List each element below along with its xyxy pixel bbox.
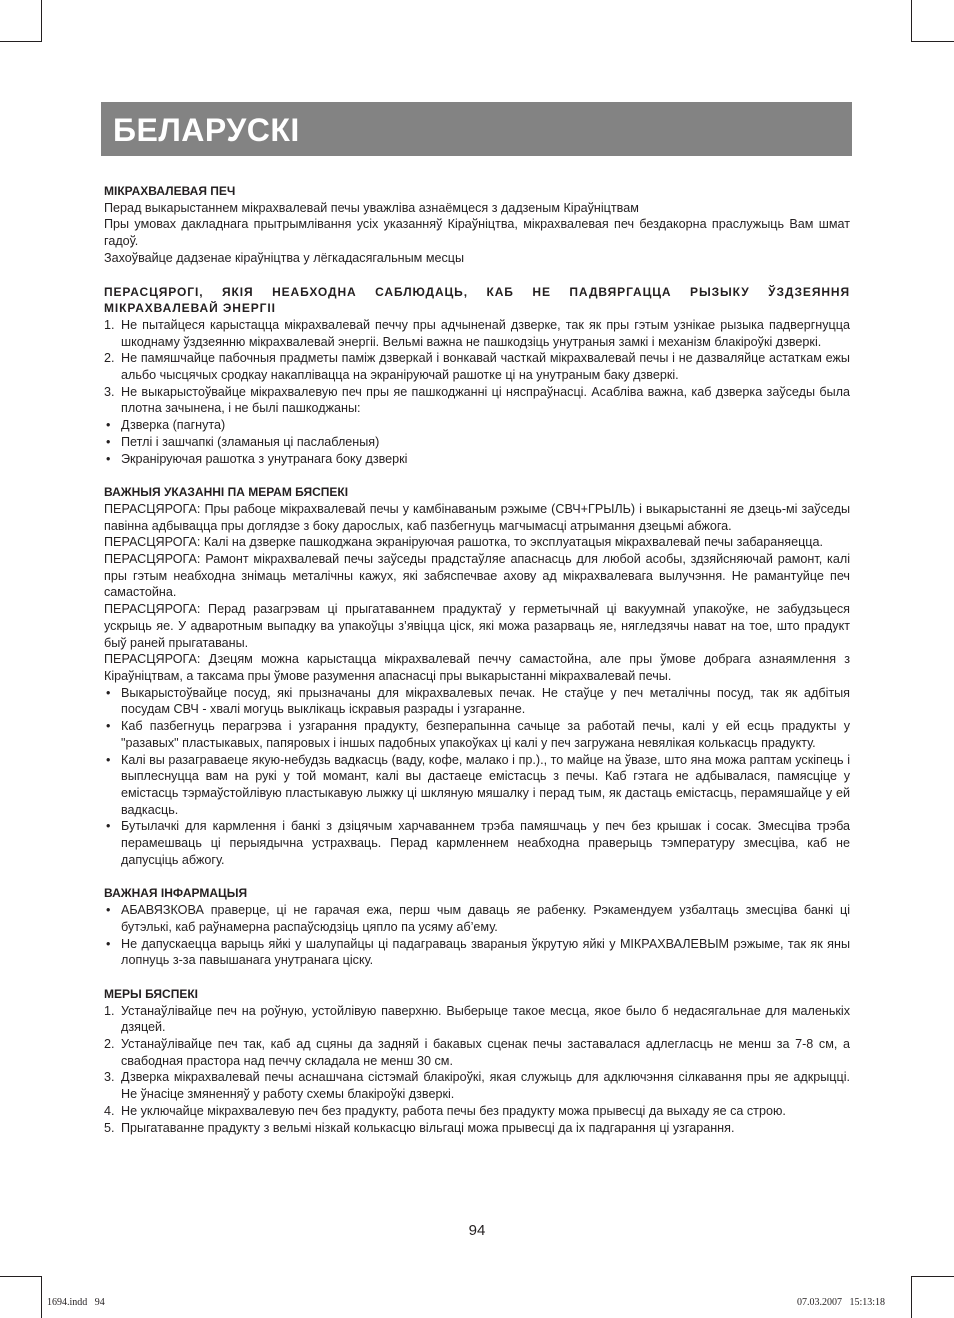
list-item <box>104 384 850 417</box>
list-item-text: Каб пазбегнуць перагрэва і узгарання прадукту, безперапынна сачыце за работай печы, калі у ей есць прадукты у "разавых" пластыкавых, папяровых і іншых падобных упакоўках ці калі у печ загружана невялікая колькасць прадукту. <box>121 719 850 750</box>
list-item <box>104 1069 850 1102</box>
list-marker: 1. <box>104 317 115 332</box>
list-item <box>104 1103 850 1120</box>
list-item <box>104 818 850 868</box>
warning-paragraph: ПЕРАСЦЯРОГА: Дзецям можна карыстацца мікрахвалевай печчу самастойна, але пры ўмове добрага азнаямлення з Кіраўніцтвам, а таксама пры ўмове разумення апаснасці пры выкарыстанні мікрахвалевай печы. <box>104 652 850 683</box>
list-marker: 3. <box>104 1070 115 1085</box>
list-item <box>104 718 850 751</box>
bullet-marker: • <box>106 752 111 767</box>
list-item <box>104 434 850 451</box>
crop-mark <box>0 1276 42 1277</box>
crop-mark <box>0 41 42 42</box>
list-marker: 2. <box>104 351 115 366</box>
bullet-marker: • <box>106 418 111 433</box>
list-item <box>104 317 850 350</box>
manual-content <box>104 183 850 1136</box>
list-item-text: Дзверка мікрахвалевай печы аснашчана сістэмай блакіроўкі, якая служыць для адключэння сілкавання пры яе адкрыцці. Не ўнасіце змяненняў у работу схемы блакіроўкі дзверкі. <box>121 1070 850 1102</box>
crop-mark <box>911 0 912 42</box>
file-slug: 1694.indd 94 <box>47 1297 105 1308</box>
precautions-heading: ПЕРАСЦЯРОГІ, ЯКІЯ НЕАБХОДНА САБЛЮДАЦЬ, КАБ НЕ ПАДВЯРГАЦЦА РЫЗЫКУ ЎЗДЗЕЯННЯ МІКРАХВАЛЕВАЙ ЭНЕРГІІ <box>104 284 850 316</box>
list-item-text: АБАВЯЗКОВА праверце, ці не гарачая ежа, перш чым даваць яе рабенку. Рэкамендуем узбалтаць змесціва банкі ці бутэлькі, каб раўнамерна распаўсюдзіць цяпло па усяму аб’ему. <box>121 903 850 934</box>
safety-heading: ВАЖНЫЯ УКАЗАННІ ПА МЕРАМ БЯСПЕКІ <box>104 485 349 500</box>
list-item <box>104 685 850 718</box>
list-item <box>104 350 850 383</box>
page-title: БЕЛАРУСКІ <box>113 112 300 148</box>
list-item-text: Прыгатаванне прадукту з вельмі нізкай колькасцю вільгаці можа прывесці да іх падгарання ці узгарання. <box>121 1120 735 1135</box>
intro-paragraph: Пры умовах дакладнага прытрымлівання усіх указанняў Кіраўніцтва, мікрахвалевая печ бездакорна праслужыць Вам шмат гадоў. <box>104 217 850 249</box>
warning-paragraph: ПЕРАСЦЯРОГА: Перад разагрэвам ці прыгатаваннем прадуктаў у герметычнай ці вакуумнай упакоўке, не забудзьцеся ускрыць яе. У адваротным выпадку ва упакоўцы з’явіцца ціск, які можа разарваць яе, нягледзячы нават на тое, што прадукт быў раней прыгатаваны. <box>104 602 850 650</box>
list-item <box>104 1120 850 1137</box>
info-bullet-list <box>104 902 850 969</box>
warning-paragraph: ПЕРАСЦЯРОГА: Калі на дзверке пашкоджана экраніруючая рашотка, то эксплуатацыя мікрахвалевай печы забараняецца. <box>104 535 824 550</box>
list-item-text: Устанаўлівайце печ на роўную, устойлівую паверхню. Выберыце такое месца, якое было б недасягальнае для маленькіх дзяцей. <box>121 1003 850 1035</box>
bullet-marker: • <box>106 719 111 734</box>
list-item-text: Дзверка (пагнута) <box>121 418 226 433</box>
list-item-text: Не памяшчайце пабочныя прадметы паміж дзверкай і вонкавай часткай мікрахвалевай печы і не дазваляйце астаткам ежы альбо чысцячых сродкау накаплівацца на экраніруючай рашотке ці на унутраным баку дзверкі. <box>121 351 850 383</box>
intro-section <box>104 183 850 267</box>
list-item-text: Экраніруючая рашотка з унутранага боку дзверкі <box>121 451 408 466</box>
page-number: 94 <box>468 1222 486 1239</box>
list-item <box>104 752 850 819</box>
bullet-marker: • <box>106 434 111 449</box>
list-item-text: Бутылачкі для кармлення і банкі з дзіцячым харчаваннем трэба памяшчаць у печ без крышак і сосак. Змесціва трэба перамешваць ці перыядычна устрахваць. Перад кармленнем неабходна праверыць тэмпературу змесціва, каб не дапусціць абжогу. <box>121 819 850 867</box>
list-marker: 5. <box>104 1120 115 1135</box>
list-item <box>104 451 850 468</box>
list-marker: 2. <box>104 1037 115 1052</box>
crop-mark <box>41 1276 42 1318</box>
list-item-text: Не дапускаецца варыць яйкі у шалупайцы ці падаграваць звараныя ўкрутую яйкі у МІКРАХВАЛЕВЫМ рэжыме, так як яны лопнуць з-за павышанага унутранага ціску. <box>121 936 850 968</box>
list-item-text: Не пытайцеся карыстацца мікрахвалевай печчу пры адчыненай дзверке, так як пры гэтым узнікае рызыка падвергнуцца шкоднаму ўздзеянню мікрахвалевай энергіі. Вельмі важна не пашкодзіць унутраныя замкі і механізм блакіроўкі дзверкі. <box>121 317 850 349</box>
list-item-text: Устанаўлівайце печ так, каб ад сцяны да задняй і бакавых сценак печы заставалася адлегласць не менш за 7-8 см, а свабодная прастора над печчу складала не менш 30 см. <box>121 1037 850 1068</box>
list-marker: 4. <box>104 1103 115 1118</box>
warning-paragraph: ПЕРАСЦЯРОГА: Рамонт мікрахвалевай печы заўседы прадстаўляе апаснасць для любой асобы, здзяйсняючай рамонт, калі пры гэтым неабходна знімаць металічны кажух, які забяспечвае ахову ад мікрахвалевага вылучэння. Не рамантуйце печ самастойна. <box>104 552 850 600</box>
list-item <box>104 1036 850 1069</box>
crop-mark <box>911 41 954 42</box>
measures-heading: МЕРЫ БЯСПЕКІ <box>104 986 198 1001</box>
bullet-marker: • <box>106 451 111 466</box>
bullet-marker: • <box>106 819 111 834</box>
precautions-section <box>104 284 850 468</box>
precautions-list <box>104 317 850 467</box>
crop-mark <box>41 0 42 42</box>
bullet-marker: • <box>106 685 111 700</box>
list-item-text: Калі вы разаграваеце якую-небудзь вадкасць (ваду, кофе, малако і пр.)., то майце на ўвазе, што яна можа раптам ускіпець і выплеснуцца вам на рукі у той момант, калі вы дастаеце емістасць з печы. Каб гэтага не адбывалася, памясціце у емістасць тэрмаўстойлівую пластыкавую лыжку ці шкляную мяшалку і перад тым, як дастаць емістасць, перамяшайце у ей вадкасць. <box>121 752 850 817</box>
intro-heading: МІКРАХВАЛЕВАЯ ПЕЧ <box>104 184 236 198</box>
language-banner <box>101 102 852 156</box>
info-section <box>104 885 850 969</box>
list-item-text: Выкарыстоўвайце посуд, які прызначаны для мікрахвалевых печак. Не стаўце у печ металічны посуд, так як адбітыя посудам СВЧ - хвалі могуць выклікаць іскравыя разрады і узгаранне. <box>121 685 850 717</box>
measures-section <box>104 986 850 1136</box>
measures-list <box>104 1003 850 1137</box>
list-item-text: Не уключайце мікрахвалевую печ без прадукту, работа печы без прадукту можа прывесці да выхаду яе са строю. <box>121 1103 786 1118</box>
crop-mark <box>911 1276 954 1277</box>
list-marker: 1. <box>104 1003 115 1018</box>
bullet-marker: • <box>106 903 111 918</box>
list-marker: 3. <box>104 384 115 399</box>
list-item-text: Петлі і зашчапкі (зламаныя ці паслабленыя) <box>121 434 380 449</box>
intro-paragraph: Перад выкарыстаннем мікрахвалевай печы уважліва азнаёмцеся з дадзеным Кіраўніцтвам <box>104 200 639 215</box>
warning-paragraph: ПЕРАСЦЯРОГА: Пры рабоце мікрахвалевай печы у камбінаваным рэжыме (СВЧ+ГРЫЛЬ) і выкарыстанні яе дзець-мі заўседы павінна адбывацца пры доглядзе з боку дарослых, каб пазбегнуць магчымасці атрымання дзецьмі абжога. <box>104 501 850 533</box>
list-item <box>104 936 850 969</box>
safety-section <box>104 484 850 868</box>
list-item <box>104 417 850 434</box>
crop-mark <box>911 1276 912 1318</box>
list-item <box>104 1003 850 1036</box>
info-heading: ВАЖНАЯ ІНФАРМАЦЫЯ <box>104 886 248 901</box>
date-slug: 07.03.2007 15:13:18 <box>796 1297 885 1308</box>
list-item <box>104 902 850 935</box>
intro-paragraph: Захоўвайце дадзенае кіраўніцтва у лёгкадасягальным месцы <box>104 250 465 265</box>
bullet-marker: • <box>106 936 111 951</box>
safety-bullet-list <box>104 685 850 869</box>
list-item-text: Не выкарыстоўвайце мікрахвалевую печ пры яе пашкоджанні ці няспраўнасці. Асабліва важна, каб дзверка заўседы была плотна зачынена, і не былі пашкоджаны: <box>121 384 850 416</box>
